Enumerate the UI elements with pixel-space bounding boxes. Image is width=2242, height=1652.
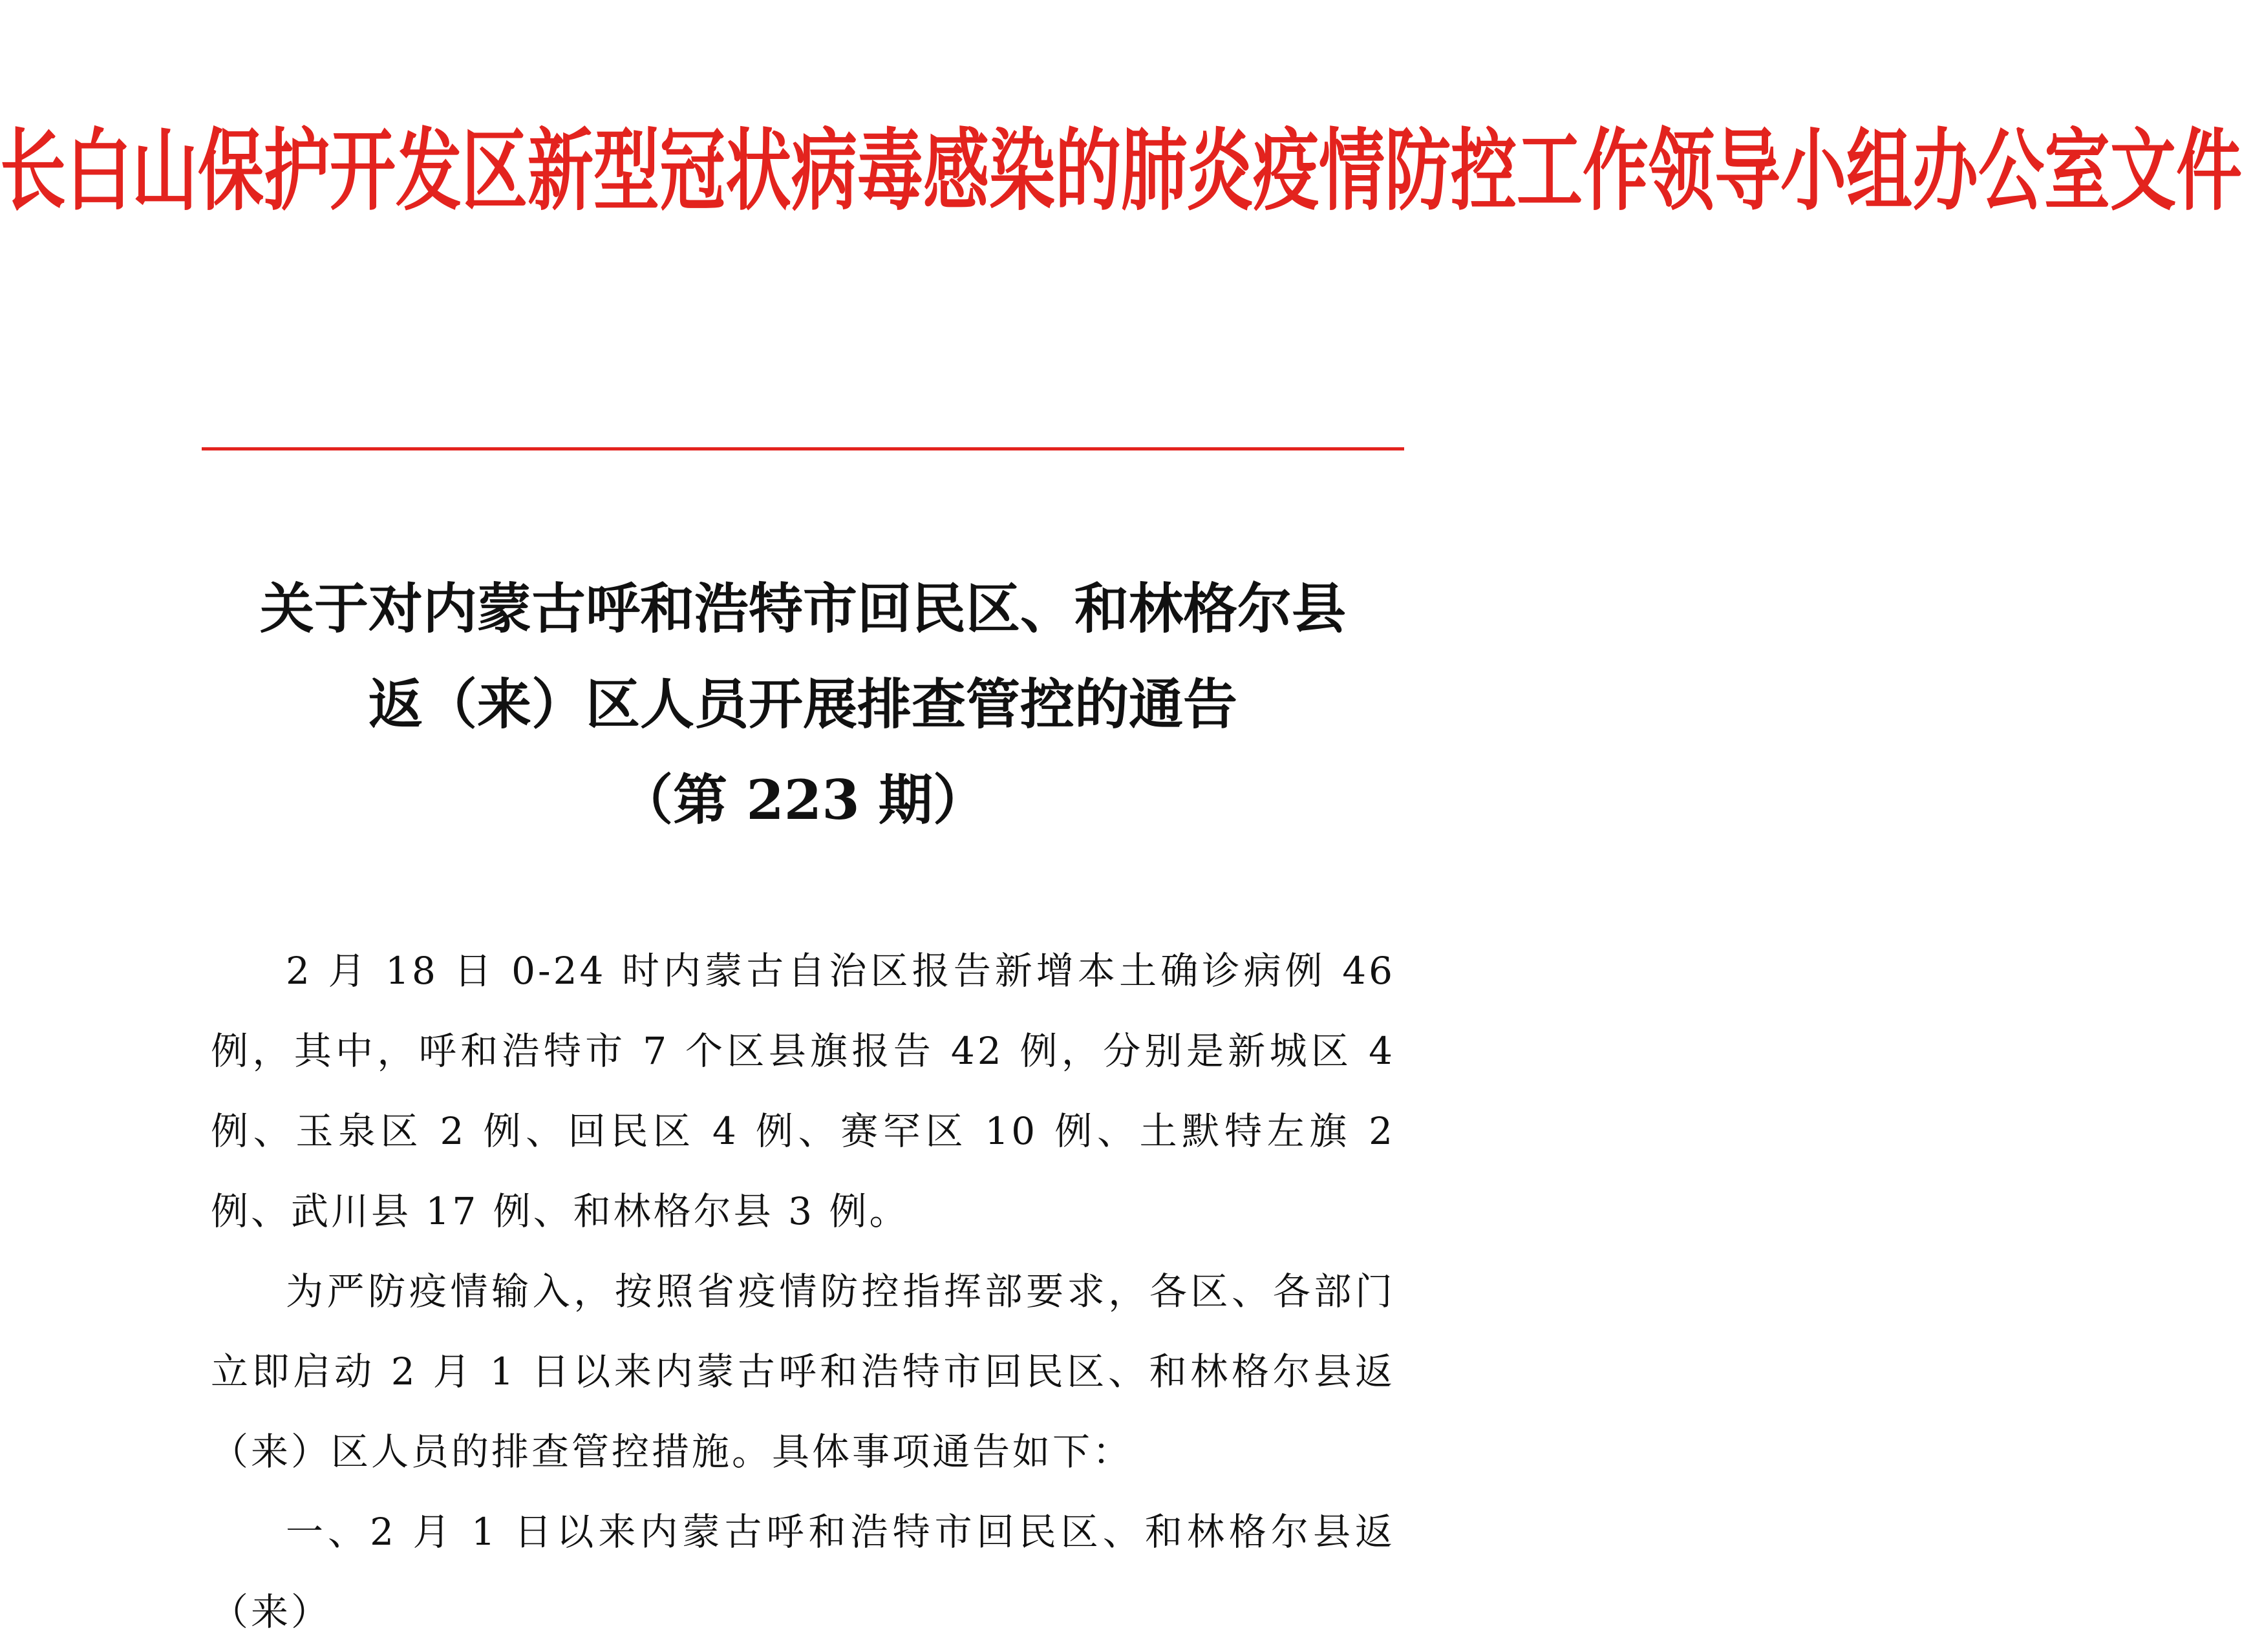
document-title: [202, 561, 1404, 848]
issuer-header: 长白山保护开发区新型冠状病毒感染的肺炎疫情防控工作领导小组办公室文件: [0, 118, 2242, 224]
body-paragraph-2: 为严防疫情输入，按照省疫情防控指挥部要求，各区、各部门立即启动 2 月 1 日以来内蒙古呼和浩特市回民区、和林格尔县返（来）区人员的排查管控措施。具体事项通告如下：: [211, 1269, 1395, 1474]
header-divider: [202, 447, 1404, 450]
body-paragraph-3: 一、2 月 1 日以来内蒙古呼和浩特市回民区、和林格尔县返（来）: [211, 1510, 1395, 1634]
title-line-1: 关于对内蒙古呼和浩特市回民区、和林格尔县: [259, 577, 1346, 641]
title-issue-number: （第 223 期）: [619, 768, 987, 832]
document-body: [211, 931, 1395, 1652]
body-paragraph-1: 2 月 18 日 0-24 时内蒙古自治区报告新增本土确诊病例 46 例，其中，呼和浩特市 7 个区县旗报告 42 例，分别是新城区 4 例、玉泉区 2 例、回民区 4 例、赛罕区 10 例、土默特左旗 2 例、武川县 17 例、和林格尔县 3 例。: [211, 949, 1395, 1233]
title-line-2: 返（来）区人员开展排查管控的通告: [368, 672, 1237, 736]
